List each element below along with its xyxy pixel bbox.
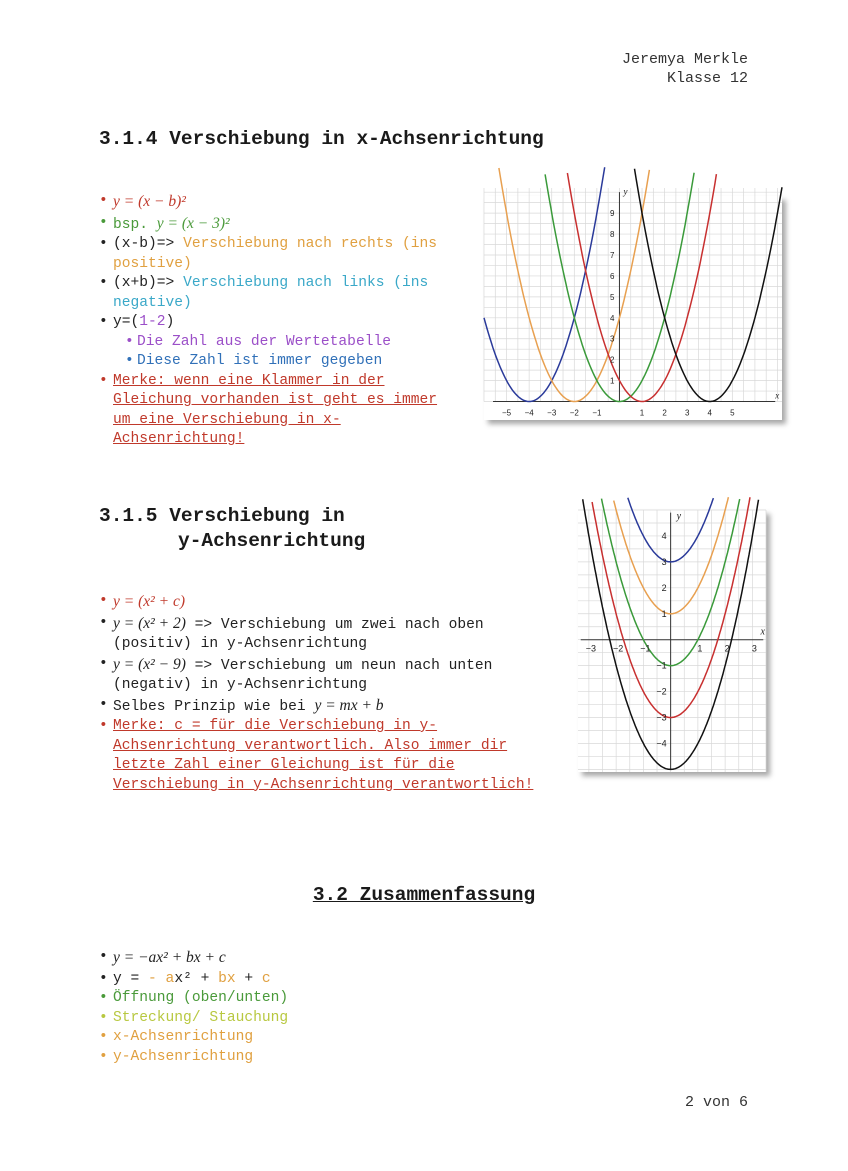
x-tick-label: 3 [751, 643, 757, 654]
list-item: • (x-b)=> Verschiebung nach rechts (ins positive) [99, 236, 438, 272]
y-tick-label: −3 [656, 712, 667, 723]
x-tick-label: 4 [707, 408, 712, 418]
y-tick-label: 4 [610, 313, 615, 323]
list-item: • Streckung/ Stauchung [99, 1009, 289, 1026]
parabola-graph-x-shift [484, 186, 782, 420]
x-tick-label: −5 [502, 408, 512, 418]
x-tick-label: 5 [730, 408, 735, 418]
list-item: • Die Zahl aus der Wertetabelle [125, 333, 391, 350]
list-item: • Merke: c = für die Verschiebung in y-Achsenrichtung verantwortlich. Also immer dir letzte Zahl einer Gleichung ist für die Verschiebung in y-Achsenrichtung verantwortlich! [99, 718, 534, 793]
section1-list [99, 192, 439, 450]
page-header [622, 50, 748, 88]
y-tick-label: 3 [610, 334, 615, 344]
x-tick-label: 2 [662, 408, 667, 418]
y-tick-label: −4 [656, 738, 667, 749]
y-tick-label: −2 [656, 686, 667, 697]
list-item: • bsp. y = (x − 3)² [99, 214, 230, 233]
y-tick-label: 6 [610, 271, 615, 281]
list-item: • y-Achsenrichtung [99, 1048, 254, 1065]
x-axis-label: x [760, 626, 766, 638]
x-tick-label: 1 [697, 643, 703, 654]
list-item: • y = - ax² + bx + c [99, 970, 271, 987]
page-number: 2 von 6 [684, 1094, 748, 1111]
y-tick-label: 1 [610, 376, 615, 386]
list-item: • x-Achsenrichtung [99, 1029, 254, 1045]
section3-list [99, 948, 559, 1067]
y-tick-label: 8 [610, 230, 615, 240]
x-tick-label: −3 [547, 408, 557, 418]
y-axis-label: y [676, 511, 682, 523]
list-item: • y = (x² + 2) => Verschiebung um zwei nach oben (positiv) in y-Achsenrichtung [99, 614, 484, 652]
y-tick-label: −1 [656, 660, 667, 671]
x-tick-label: −2 [613, 643, 624, 654]
list-item: • Diese Zahl ist immer gegeben [125, 353, 383, 369]
x-tick-label: −4 [524, 408, 534, 418]
section-title-y-shift: 3.1.5 Verschiebung in y-Achsenrichtung [99, 505, 366, 552]
parabola-graph-y-shift [578, 510, 766, 772]
class-label: Klasse 12 [666, 70, 748, 87]
x-tick-label: 1 [639, 408, 645, 418]
x-tick-label: −1 [640, 643, 651, 654]
parabola-curve [635, 169, 783, 402]
list-item: • Merke: wenn eine Klammer in der Gleichung vorhanden ist geht es immer um eine Verschiebung in x-Achsenrichtung! [99, 372, 438, 447]
list-item: • Öffnung (oben/unten) [99, 990, 289, 1006]
list-item: • y = (x − b)² [99, 193, 186, 210]
y-tick-label: 4 [661, 530, 667, 541]
x-tick-label: 3 [684, 408, 690, 418]
y-tick-label: 3 [661, 556, 667, 567]
x-tick-label: 2 [724, 643, 730, 654]
x-axis-label: x [775, 390, 780, 401]
x-tick-label: −1 [592, 408, 602, 418]
y-tick-label: 9 [610, 209, 615, 219]
section2-list [99, 592, 559, 795]
y-tick-label: 2 [610, 355, 615, 365]
list-item: • (x+b)=> Verschiebung nach links (ins negative) [99, 275, 429, 311]
y-tick-label: 7 [610, 250, 615, 260]
x-tick-label: −2 [569, 408, 579, 418]
list-item: • y = −ax² + bx + c [99, 949, 226, 966]
x-tick-label: −3 [585, 643, 597, 654]
section-title-x-shift: 3.1.4 Verschiebung in x-Achsenrichtung [99, 128, 544, 150]
y-tick-label: 1 [661, 608, 667, 619]
author-name: Jeremya Merkle [621, 51, 748, 68]
list-item: • y = (x² − 9) => Verschiebung um neun nach unten (negativ) in y-Achsenrichtung [99, 655, 493, 693]
list-item: • y=(1-2) [99, 314, 175, 330]
y-axis-label: y [623, 186, 628, 197]
list-item: • y = (x² + c) [99, 593, 186, 610]
section-title-summary: 3.2 Zusammenfassung [312, 884, 536, 906]
y-tick-label: 5 [610, 292, 615, 302]
y-tick-label: 2 [661, 582, 667, 593]
list-item: • Selbes Prinzip wie bei y = mx + b [99, 696, 384, 715]
